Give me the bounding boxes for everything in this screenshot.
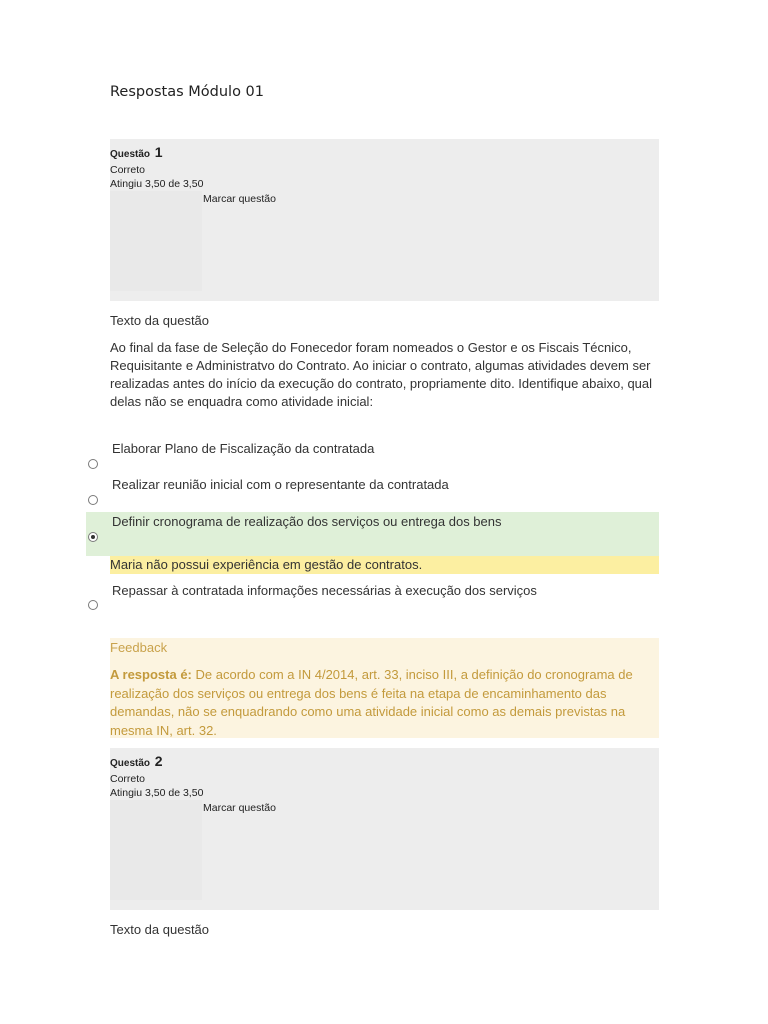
question-number bbox=[110, 144, 163, 160]
answer-option-2[interactable] bbox=[86, 476, 659, 506]
document-title: Respostas Módulo 01 bbox=[110, 84, 264, 100]
question-state: Correto bbox=[110, 773, 146, 785]
question-info-column bbox=[110, 800, 202, 900]
question-text: Ao final da fase de Seleção do Fonecedor foram nomeados o Gestor e os Fiscais Técnico, Requisitante e Administratvo do Contrato. Ao iniciar o contrato, algumas atividades devem ser realizadas antes do início da execução do contrato, propriamente dito. Identifique abaixo, qual delas não se enquadra como atividade inicial: bbox=[110, 340, 653, 409]
question-number bbox=[110, 753, 163, 769]
question-label: Questão bbox=[110, 758, 151, 769]
answer-option-label: Repassar à contratada informações necessárias à execução dos serviços bbox=[112, 583, 537, 598]
answer-option-label: Definir cronograma de realização dos serviços ou entrega dos bens bbox=[112, 514, 502, 529]
general-feedback bbox=[110, 638, 659, 738]
question-2-info bbox=[110, 748, 659, 910]
question-state: Correto bbox=[110, 164, 146, 176]
question-grade: Atingiu 3,50 de 3,50 bbox=[110, 178, 204, 190]
radio-selected-icon[interactable] bbox=[88, 532, 98, 542]
question-info-column bbox=[110, 191, 202, 291]
feedback-lead: A resposta é: bbox=[110, 667, 192, 682]
answer-option-label: Elaborar Plano de Fiscalização da contratada bbox=[112, 441, 375, 456]
feedback-body bbox=[110, 666, 659, 740]
question-text-heading: Texto da questão bbox=[110, 922, 210, 937]
answer-option-1[interactable] bbox=[86, 440, 659, 470]
radio-icon[interactable] bbox=[88, 495, 98, 505]
answer-option-label: Realizar reunião inicial com o representante da contratada bbox=[112, 477, 449, 492]
answer-option-4[interactable] bbox=[86, 583, 659, 613]
question-1-info bbox=[110, 139, 659, 301]
specific-feedback: Maria não possui experiência em gestão de contratos. bbox=[110, 556, 659, 574]
question-text-heading: Texto da questão bbox=[110, 313, 210, 328]
answer-option-3[interactable] bbox=[86, 512, 659, 556]
question-number-value: 2 bbox=[154, 753, 163, 769]
flag-question-link[interactable]: Marcar questão bbox=[203, 802, 276, 814]
radio-icon[interactable] bbox=[88, 459, 98, 469]
feedback-title: Feedback bbox=[110, 640, 168, 655]
question-grade: Atingiu 3,50 de 3,50 bbox=[110, 787, 204, 799]
question-number-value: 1 bbox=[154, 144, 163, 160]
feedback-text: De acordo com a IN 4/2014, art. 33, inciso III, a definição do cronograma de realização dos serviços ou entrega dos bens é feita na etapa de encaminhamento das demandas, não se enquadrando como uma atividade inicial como as demais previstas na mesma IN, art. 32. bbox=[110, 667, 633, 738]
radio-icon[interactable] bbox=[88, 600, 98, 610]
flag-question-link[interactable]: Marcar questão bbox=[203, 193, 276, 205]
question-label: Questão bbox=[110, 149, 151, 160]
